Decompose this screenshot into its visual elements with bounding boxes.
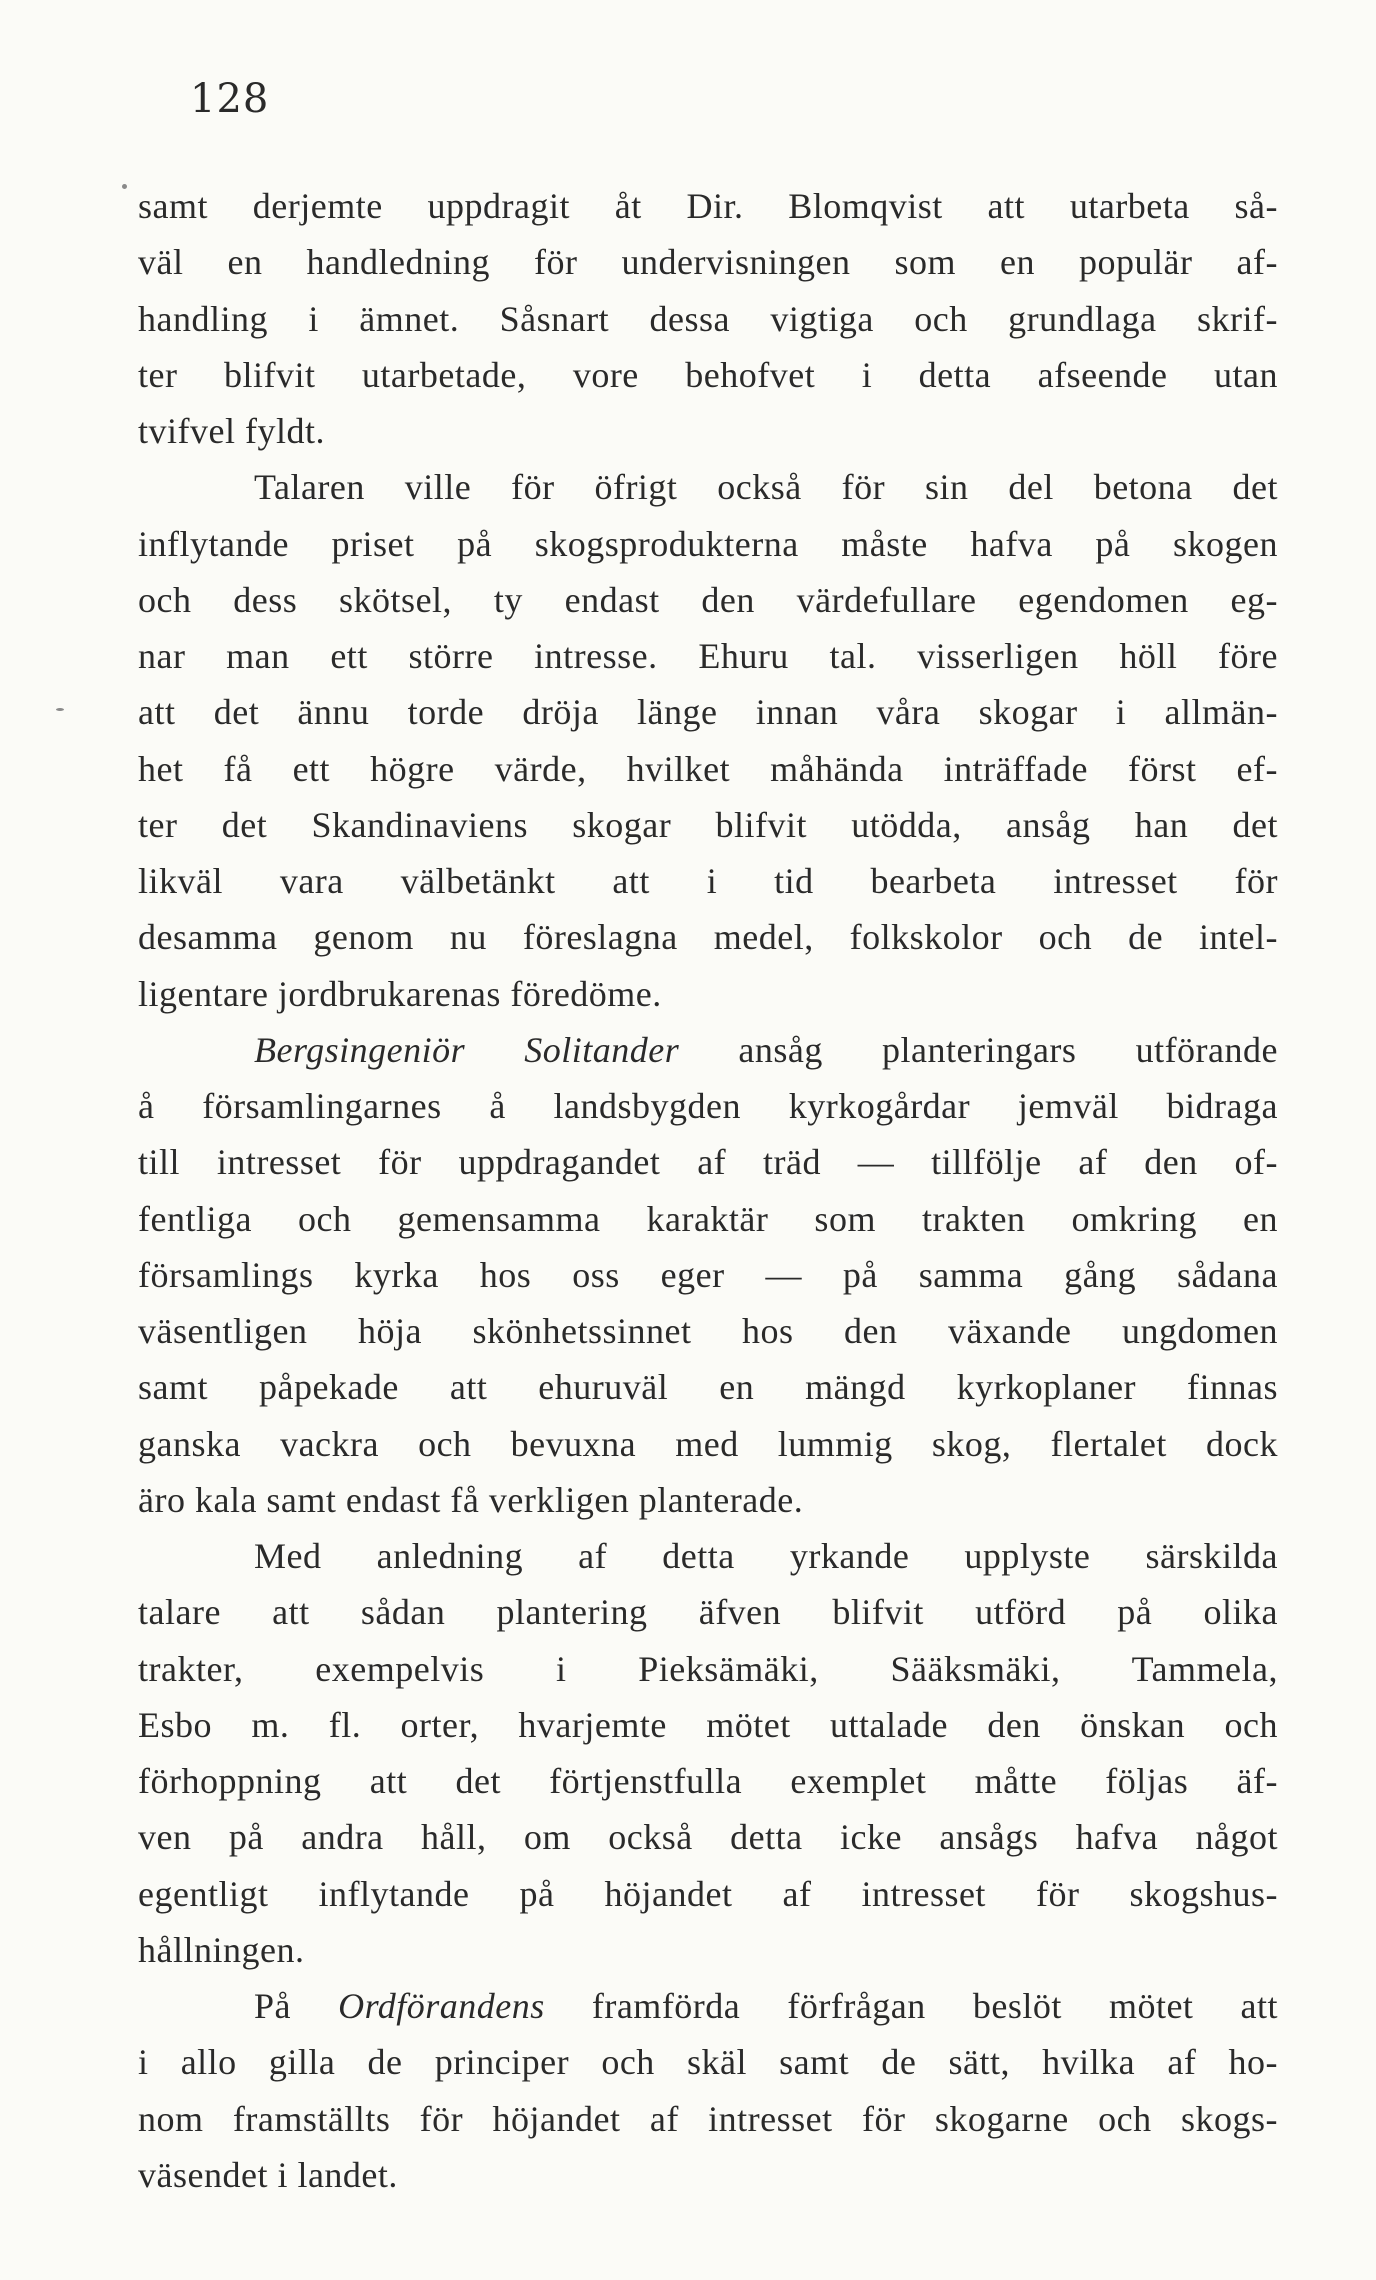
text-segment: tvifvel fyldt. — [138, 411, 325, 451]
text-segment: ven på andra håll, om också detta icke ansågs hafva något — [138, 1817, 1278, 1858]
text-line — [138, 909, 1278, 965]
text-line — [138, 1416, 1278, 1472]
italic-name: Ordförandens — [338, 1986, 545, 2026]
text-line — [138, 1922, 1278, 1978]
page-number: 128 — [190, 76, 270, 122]
text-segment: att det ännu torde dröja länge innan våra skogar i allmän- — [138, 692, 1278, 733]
text-segment: å församlingarnes å landsbygden kyrkogårdar jemväl bidraga — [138, 1086, 1278, 1126]
text-line — [138, 1359, 1278, 1415]
text-segment: ter blifvit utarbetade, vore behofvet i detta afseende utan — [138, 354, 1278, 395]
text-line — [138, 1528, 1278, 1584]
text-segment: ansåg planteringars utförande — [679, 1029, 1278, 1070]
print-speck — [122, 184, 127, 189]
text-line — [138, 1809, 1278, 1865]
text-segment: hållningen. — [138, 1929, 305, 1970]
text-segment: ligentare jordbrukarenas föredöme. — [138, 973, 662, 1014]
text-segment: framförda förfrågan beslöt mötet att — [544, 1986, 1279, 2026]
text-line — [138, 347, 1278, 403]
text-line — [138, 1641, 1278, 1697]
text-line — [138, 1697, 1278, 1753]
text-line — [138, 291, 1278, 347]
text-line — [138, 1303, 1278, 1359]
text-line — [138, 1078, 1278, 1134]
text-segment: nar man ett större intresse. Ehuru tal. visserligen höll före — [138, 636, 1278, 676]
text-segment: förhoppning att det förtjenstfulla exemplet måtte följas äf- — [138, 1761, 1278, 1801]
text-segment: i allo gilla de principer och skäl samt de sätt, hvilka af ho- — [138, 2042, 1278, 2083]
text-segment: desamma genom nu föreslagna medel, folkskolor och de intel- — [138, 917, 1278, 958]
text-segment: trakter, exempelvis i Pieksämäki, Sääksmäki, Tammela, — [138, 1648, 1278, 1689]
text-segment: likväl vara välbetänkt att i tid bearbeta intresset för — [138, 861, 1278, 901]
italic-name: Bergsingeniör Solitander — [254, 1029, 680, 1070]
text-line — [138, 684, 1278, 740]
text-line — [138, 234, 1278, 290]
text-segment: väl en handledning för undervisningen som en populär af- — [138, 242, 1278, 283]
text-line — [138, 797, 1278, 853]
print-speck — [56, 708, 64, 711]
text-line — [138, 403, 1278, 459]
text-segment: väsendet i landet. — [138, 2154, 398, 2195]
text-line — [138, 1022, 1278, 1078]
text-line — [138, 966, 1278, 1022]
text-segment: nom framställts för höjandet af intresset för skogarne och skogs- — [138, 2098, 1278, 2139]
text-segment: På — [254, 1986, 339, 2026]
text-line — [138, 2091, 1278, 2147]
text-line — [138, 516, 1278, 572]
text-line — [138, 1753, 1278, 1809]
text-line — [138, 628, 1278, 684]
text-segment: ter det Skandinaviens skogar blifvit utödda, ansåg han det — [138, 804, 1278, 845]
text-segment: het få ett högre värde, hvilket måhända inträffade först ef- — [138, 748, 1278, 789]
text-segment: äro kala samt endast få verkligen planterade. — [138, 1479, 804, 1520]
text-segment: inflytande priset på skogsprodukterna måste hafva på skogen — [138, 523, 1278, 564]
text-line — [138, 1134, 1278, 1190]
text-segment: och dess skötsel, ty endast den värdefullare egendomen eg- — [138, 579, 1278, 620]
text-segment: talare att sådan plantering äfven blifvit utförd på olika — [138, 1592, 1278, 1633]
text-segment: samt derjemte uppdragit åt Dir. Blomqvist att utarbeta så- — [138, 186, 1278, 226]
text-line — [138, 2034, 1278, 2090]
text-line — [138, 1866, 1278, 1922]
text-segment: ganska vackra och bevuxna med lummig skog, flertalet dock — [138, 1423, 1278, 1464]
text-line — [138, 178, 1278, 234]
text-line — [138, 853, 1278, 909]
text-segment: till intresset för uppdragandet af träd — tillfölje af den of- — [138, 1142, 1278, 1183]
text-line — [138, 459, 1278, 515]
text-segment: egentligt inflytande på höjandet af intresset för skogshus- — [138, 1873, 1278, 1914]
text-line — [138, 572, 1278, 628]
text-segment: Esbo m. fl. orter, hvarjemte mötet uttalade den önskan och — [138, 1704, 1278, 1745]
text-segment: väsentligen höja skönhetssinnet hos den växande ungdomen — [138, 1311, 1278, 1351]
text-line — [138, 1978, 1278, 2034]
text-segment: församlings kyrka hos oss eger — på samma gång sådana — [138, 1254, 1278, 1295]
text-line — [138, 1584, 1278, 1640]
text-line — [138, 1247, 1278, 1303]
text-line — [138, 741, 1278, 797]
text-line — [138, 2147, 1278, 2203]
page-text — [138, 178, 1278, 2203]
text-segment: samt påpekade att ehuruväl en mängd kyrkoplaner finnas — [138, 1367, 1278, 1408]
text-line — [138, 1191, 1278, 1247]
text-segment: Talaren ville för öfrigt också för sin del betona det — [254, 467, 1278, 508]
text-segment: Med anledning af detta yrkande upplyste särskilda — [254, 1536, 1278, 1576]
text-segment: fentliga och gemensamma karaktär som trakten omkring en — [138, 1198, 1278, 1239]
text-segment: handling i ämnet. Såsnart dessa vigtiga och grundlaga skrif- — [138, 298, 1278, 339]
text-line — [138, 1472, 1278, 1528]
